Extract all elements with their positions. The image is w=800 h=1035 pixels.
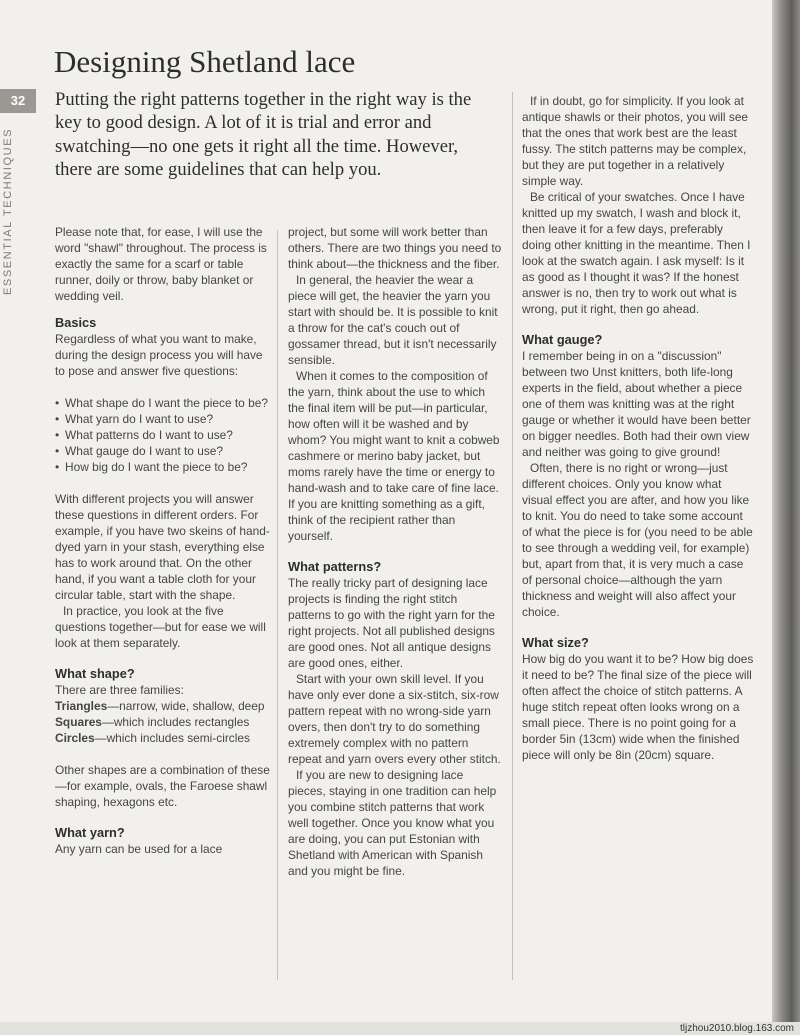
- paragraph: If in doubt, go for simplicity. If you look at antique shawls or their photos, you will see that the ones that work best are the least fussy. The stitch patterns may be complex, but they are put together in a relatively simple way.: [522, 94, 749, 188]
- paragraph: Any yarn can be used for a lace: [55, 842, 223, 856]
- paragraph: Start with your own skill level. If you have only ever done a six-stitch, six-row pattern repeat with no wrong-side yarn overs, then don't try to do something extremely complex with no pattern repeat and yarn overs every other stitch.: [288, 672, 501, 766]
- page-title: Designing Shetland lace: [54, 44, 356, 79]
- book-spine-shadow: [772, 0, 800, 1035]
- paragraph: Regardless of what you want to make, during the design process you will have to pose and answer five questions:: [55, 332, 263, 378]
- list-item: • What patterns do I want to use?: [55, 427, 270, 443]
- paragraph: There are three families:: [55, 683, 184, 697]
- patterns-heading: What patterns?: [288, 559, 382, 574]
- paragraph: I remember being in on a "discussion" between two Unst knitters, both life-long experts in the field, about whether a piece one of them was knitting was at the right gauge or whether it would have been better on bigger needles. Both had their own view and neither was going to give ground!: [522, 349, 751, 459]
- bottom-strip: [0, 1022, 800, 1035]
- questions-list: [55, 395, 270, 475]
- shape-heading: What shape?: [55, 666, 135, 681]
- paragraph: With different projects you will answer these questions in different orders. For example, if you have two skeins of hand-dyed yarn in your stash, everything else has to work around that. On the other hand, if you want a table cloth for your circular table, start with the shape.: [55, 492, 270, 602]
- family-name: Triangles: [55, 699, 108, 713]
- column-divider-2: [512, 92, 513, 980]
- paragraph: When it comes to the composition of the yarn, think about the use to which the final item will be put—in particular, how often will it be washed and by whom? You might want to knit a cobweb cashmere or merino baby jacket, but moms rarely have the time or energy to hand-wash and to take care of fine lace. If you are knitting something as a gift, think of the recipient rather than yourself.: [288, 369, 500, 543]
- paragraph: If you are new to designing lace pieces, staying in one tradition can help you combine stitch patterns that work well together. Once you know what you are doing, you can put Estonian with Shetland with American with Spanish and you might be fine.: [288, 768, 497, 878]
- paragraph: In general, the heavier the wear a piece will get, the heavier the yarn you start with should be. It is possible to knit a throw for the cat's couch out of gossamer thread, but it isn't necessarily sensible.: [288, 273, 498, 367]
- intro-paragraph: Putting the right patterns together in the right way is the key to good design. A lot of it is trial and error and swatching—no one gets it right all the time. However, there are some guidelines that can help you.: [55, 89, 472, 181]
- paragraph: The really tricky part of designing lace projects is finding the right stitch patterns to go with the right yarn for the right projects. Not all published designs are good ones. Not all antique designs are good ones, either.: [288, 576, 495, 670]
- list-item: • How big do I want the piece to be?: [55, 459, 270, 475]
- yarn-heading: What yarn?: [55, 825, 125, 840]
- paragraph: In practice, you look at the five questions together—but for ease we will look at them separately.: [55, 604, 266, 650]
- family-desc: —narrow, wide, shallow, deep: [107, 699, 265, 713]
- family-name: Circles: [55, 731, 95, 745]
- paragraph: Other shapes are a combination of these—for example, ovals, the Faroese shawl shaping, hexagons etc.: [55, 763, 270, 809]
- column-2: [288, 224, 503, 879]
- page-number: 32: [0, 89, 36, 113]
- list-item: • What gauge do I want to use?: [55, 443, 270, 459]
- column-divider-1: [277, 230, 278, 980]
- watermark: tljzhou2010.blog.163.com: [680, 1023, 794, 1034]
- family-desc: —which includes semi-circles: [94, 731, 250, 745]
- gauge-heading: What gauge?: [522, 332, 603, 347]
- family-circles: [55, 730, 270, 746]
- paragraph: Often, there is no right or wrong—just different choices. Only you know what visual effect you are after, and how you like to knit. You do need to take some account of what the piece is for (you need to be able to see through a wedding veil, for example) but, apart from that, it is very much a case of personal choice—although the yarn thickness and weight will also affect your choice.: [522, 461, 753, 619]
- list-item: • What yarn do I want to use?: [55, 411, 270, 427]
- column-3: [522, 93, 754, 763]
- paragraph: project, but some will work better than others. There are two things you need to think about—the thickness and the fiber.: [288, 225, 502, 271]
- family-name: Squares: [55, 715, 102, 729]
- family-triangles: [55, 698, 270, 714]
- family-desc: —which includes rectangles: [101, 715, 250, 729]
- family-squares: [55, 714, 270, 730]
- column-1: [55, 224, 270, 857]
- size-heading: What size?: [522, 635, 589, 650]
- list-item: • What shape do I want the piece to be?: [55, 395, 270, 411]
- paragraph: Please note that, for ease, I will use the word "shawl" throughout. The process is exactly the same for a scarf or table runner, doily or throw, baby blanket or wedding veil.: [55, 225, 267, 303]
- basics-heading: Basics: [55, 315, 97, 330]
- paragraph: Be critical of your swatches. Once I have knitted up my swatch, I wash and block it, then leave it for a few days, preferably doing other knitting in the meantime. Then I look at the swatch again. I ask myself: Is it as good as I thought it was? If the honest answer is no, then try to work out what is wrong, put it right, then go ahead.: [522, 190, 751, 316]
- section-label: ESSENTIAL TECHNIQUES: [2, 128, 14, 296]
- paragraph: How big do you want it to be? How big does it need to be? The final size of the piece will often affect the choice of stitch patterns. A huge stitch repeat often looks wrong on a small piece. There is no point going for a border 5in (13cm) wide when the finished piece will only be 8in (20cm) square.: [522, 652, 754, 762]
